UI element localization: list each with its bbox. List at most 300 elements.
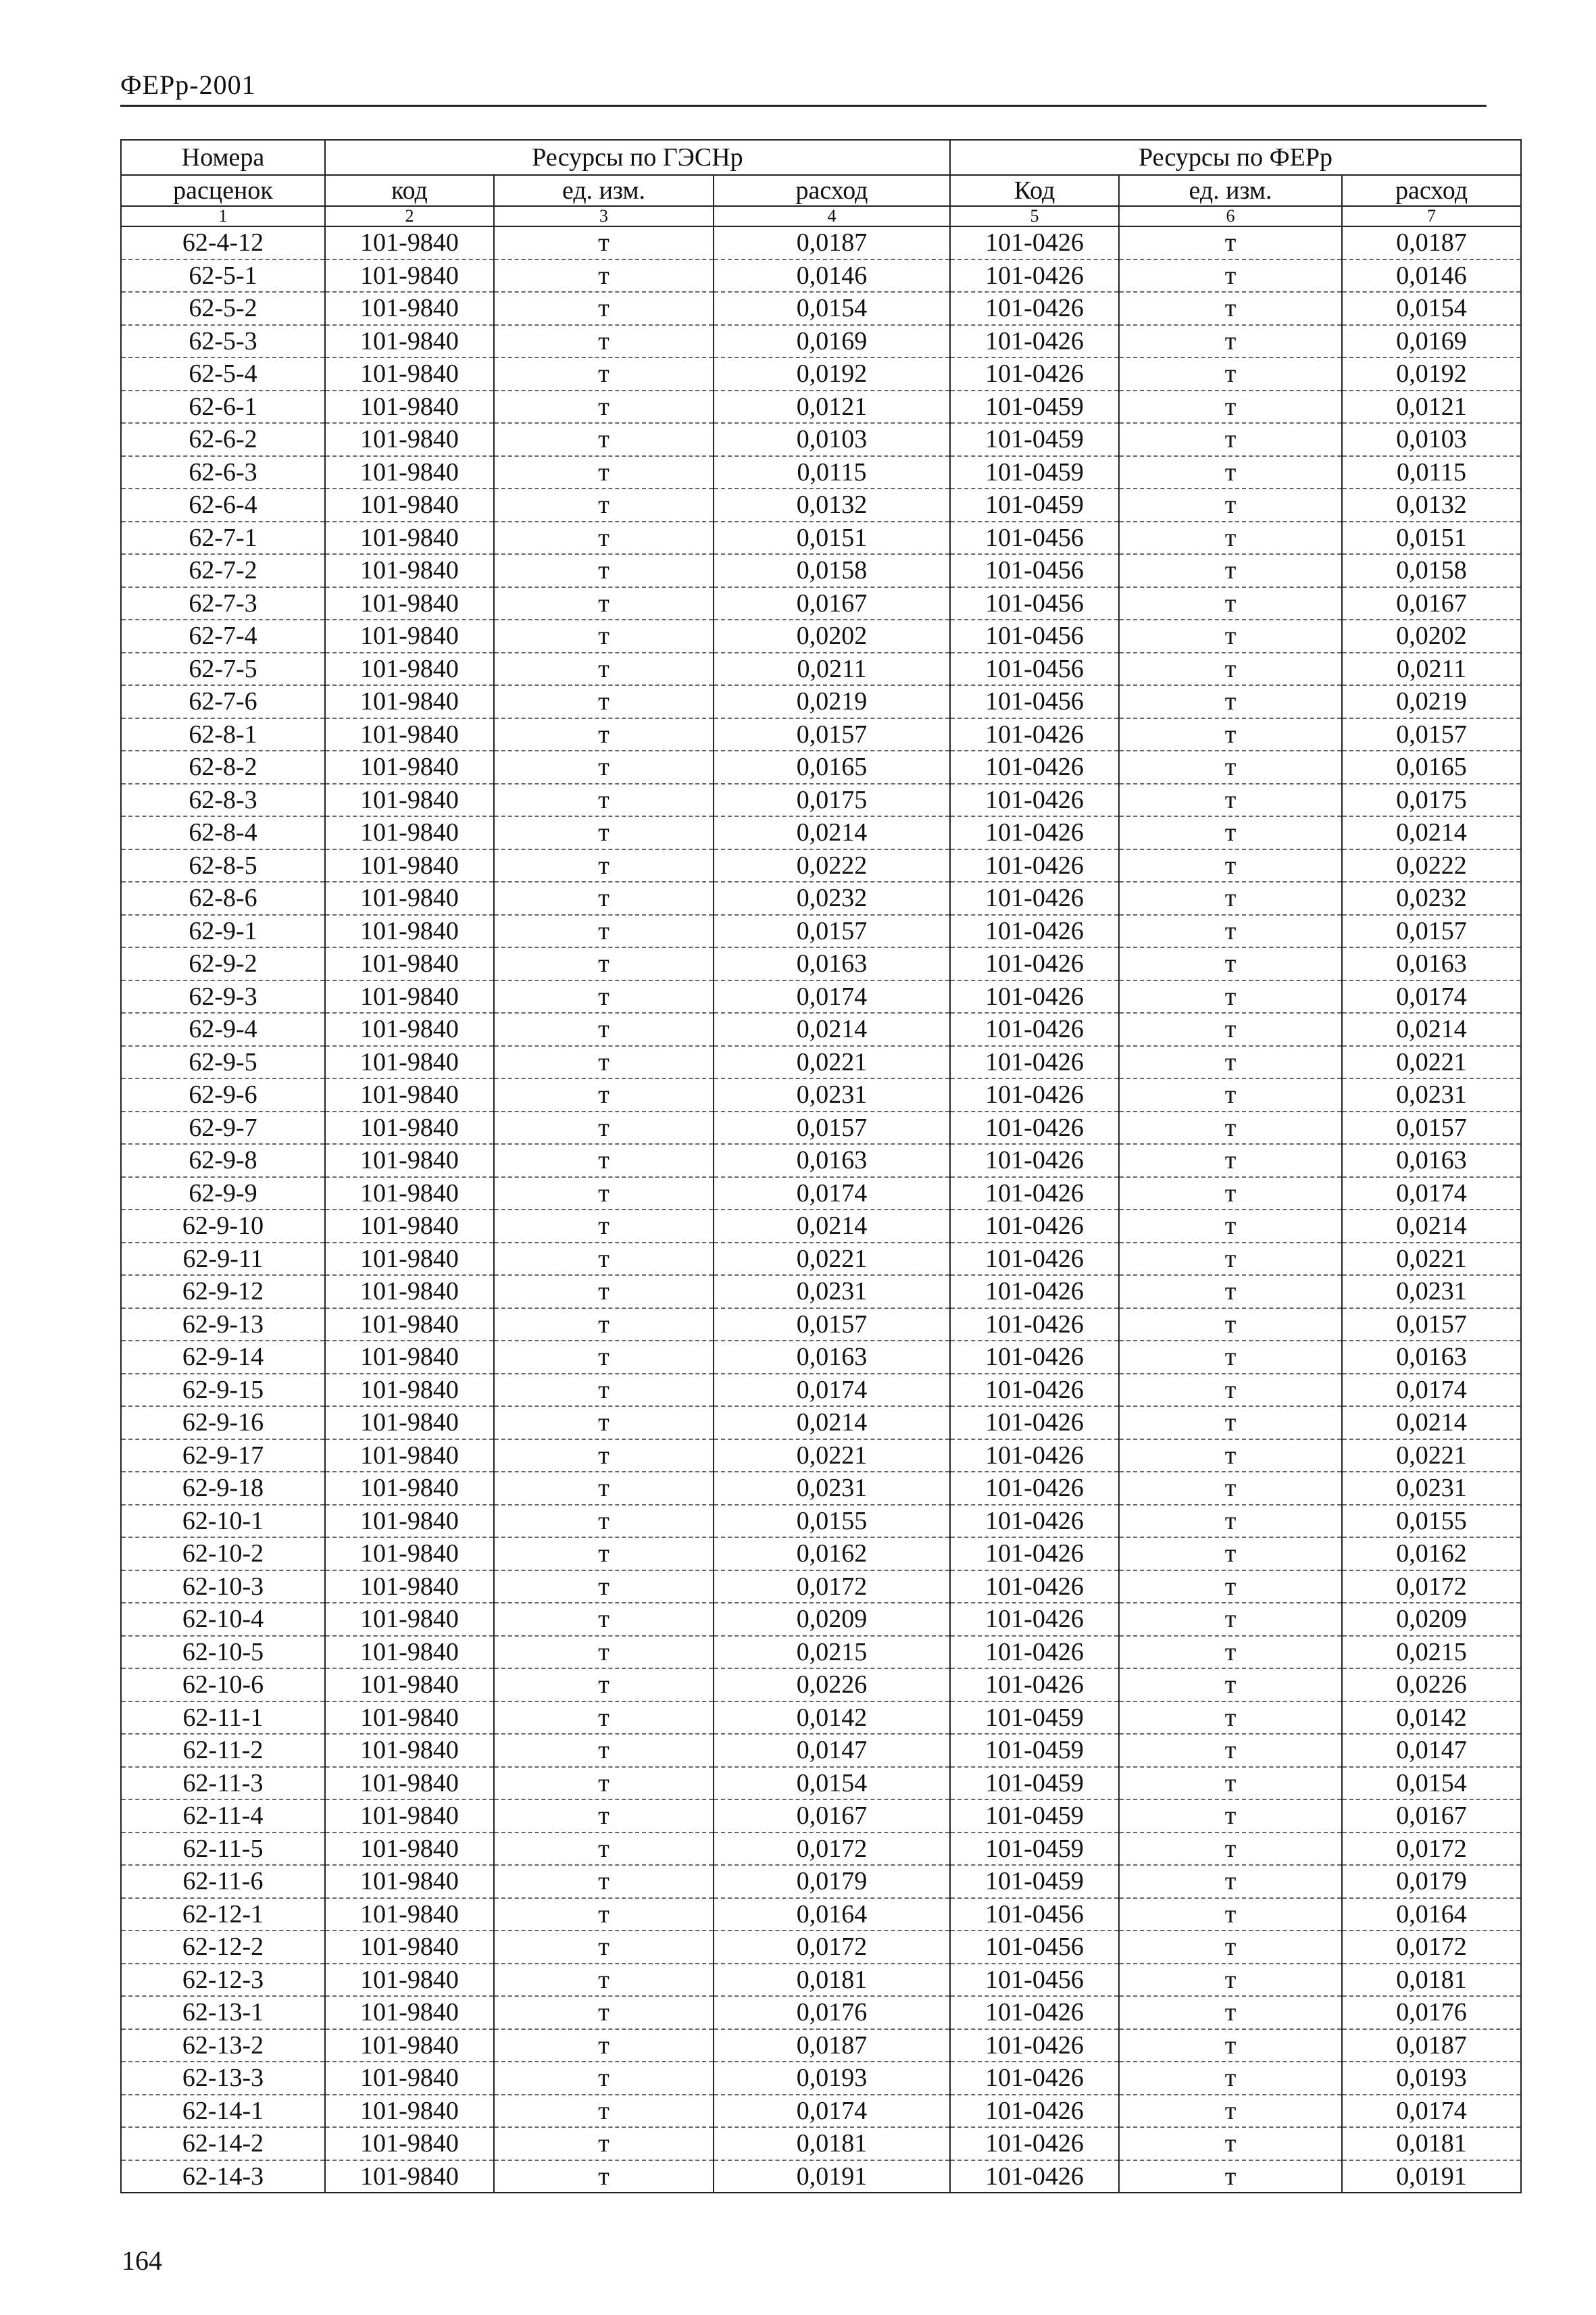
gesn-code-cell: 101-9840: [325, 2029, 494, 2062]
fer-unit-cell: т: [1119, 1341, 1342, 1374]
fer-unit-cell: т: [1119, 915, 1342, 948]
gesn-consumption-cell: 0,0157: [714, 718, 950, 751]
gesn-unit-cell: т: [494, 1341, 714, 1374]
gesn-code-cell: 101-9840: [325, 1472, 494, 1505]
fer-consumption-cell: 0,0146: [1342, 259, 1521, 293]
gesn-code-cell: 101-9840: [325, 1898, 494, 1931]
fer-unit-cell: т: [1119, 1996, 1342, 2029]
gesn-code-cell: 101-9840: [325, 1013, 494, 1046]
fer-unit-cell: т: [1119, 1210, 1342, 1243]
fer-consumption-cell: 0,0193: [1342, 2062, 1521, 2095]
fer-consumption-cell: 0,0176: [1342, 1996, 1521, 2029]
fer-unit-cell: т: [1119, 1078, 1342, 1112]
gesn-consumption-cell: 0,0163: [714, 947, 950, 980]
fer-unit-cell: т: [1119, 423, 1342, 456]
fer-consumption-cell: 0,0231: [1342, 1275, 1521, 1308]
gesn-code-cell: 101-9840: [325, 1931, 494, 1964]
fer-consumption-cell: 0,0165: [1342, 751, 1521, 784]
fer-unit-cell: т: [1119, 1144, 1342, 1177]
gesn-unit-cell: т: [494, 423, 714, 456]
gesn-unit-cell: т: [494, 1308, 714, 1341]
gesn-unit-cell: т: [494, 1472, 714, 1505]
rate-number-cell: 62-11-6: [121, 1865, 325, 1898]
gesn-code-cell: 101-9840: [325, 587, 494, 620]
gesn-code-cell: 101-9840: [325, 259, 494, 293]
fer-code-cell: 101-0459: [950, 1701, 1119, 1735]
table-row: [121, 1636, 1521, 1669]
fer-unit-cell: т: [1119, 1112, 1342, 1145]
gesn-code-cell: 101-9840: [325, 1734, 494, 1767]
gesn-consumption-cell: 0,0172: [714, 1931, 950, 1964]
fer-unit-cell: т: [1119, 1833, 1342, 1866]
fer-unit-cell: т: [1119, 2127, 1342, 2160]
fer-consumption-cell: 0,0169: [1342, 325, 1521, 358]
gesn-unit-cell: т: [494, 718, 714, 751]
fer-unit-cell: т: [1119, 980, 1342, 1014]
fer-unit-cell: т: [1119, 1374, 1342, 1407]
gesn-code-cell: 101-9840: [325, 1537, 494, 1570]
table-row: [121, 947, 1521, 980]
fer-unit-cell: т: [1119, 1767, 1342, 1800]
gesn-consumption-cell: 0,0121: [714, 391, 950, 424]
table-row: [121, 2160, 1521, 2193]
fer-unit-cell: т: [1119, 1537, 1342, 1570]
gesn-consumption-cell: 0,0181: [714, 1964, 950, 1997]
gesn-code-cell: 101-9840: [325, 718, 494, 751]
gesn-code-cell: 101-9840: [325, 849, 494, 882]
gesn-code-cell: 101-9840: [325, 2127, 494, 2160]
rate-number-cell: 62-9-10: [121, 1210, 325, 1243]
table-row: [121, 620, 1521, 653]
gesn-consumption-cell: 0,0174: [714, 980, 950, 1014]
gesn-consumption-cell: 0,0154: [714, 1767, 950, 1800]
rate-number-cell: 62-9-11: [121, 1243, 325, 1276]
fer-consumption-cell: 0,0221: [1342, 1046, 1521, 1079]
gesn-unit-cell: т: [494, 1833, 714, 1866]
gesn-unit-cell: т: [494, 226, 714, 259]
fer-consumption-cell: 0,0162: [1342, 1537, 1521, 1570]
gesn-code-cell: 101-9840: [325, 2095, 494, 2128]
fer-unit-cell: т: [1119, 685, 1342, 718]
gesn-consumption-cell: 0,0187: [714, 226, 950, 259]
gesn-unit-cell: т: [494, 1275, 714, 1308]
gesn-unit-cell: т: [494, 980, 714, 1014]
fer-consumption-cell: 0,0158: [1342, 554, 1521, 587]
fer-code-cell: 101-0456: [950, 587, 1119, 620]
fer-code-cell: 101-0426: [950, 1603, 1119, 1636]
table-row: [121, 1374, 1521, 1407]
header-cell-gesn-code: код: [325, 175, 494, 206]
gesn-code-cell: 101-9840: [325, 1275, 494, 1308]
gesn-consumption-cell: 0,0154: [714, 292, 950, 325]
gesn-code-cell: 101-9840: [325, 325, 494, 358]
gesn-unit-cell: т: [494, 653, 714, 686]
gesn-code-cell: 101-9840: [325, 915, 494, 948]
table-row: [121, 784, 1521, 817]
gesn-consumption-cell: 0,0151: [714, 522, 950, 555]
fer-code-cell: 101-0459: [950, 423, 1119, 456]
table-row: [121, 1013, 1521, 1046]
gesn-unit-cell: т: [494, 947, 714, 980]
table-row: [121, 1505, 1521, 1538]
fer-code-cell: 101-0459: [950, 489, 1119, 522]
gesn-unit-cell: т: [494, 1046, 714, 1079]
fer-unit-cell: т: [1119, 1931, 1342, 1964]
fer-code-cell: 101-0426: [950, 1341, 1119, 1374]
fer-consumption-cell: 0,0155: [1342, 1505, 1521, 1538]
table-row: [121, 522, 1521, 555]
gesn-unit-cell: т: [494, 1931, 714, 1964]
gesn-code-cell: 101-9840: [325, 522, 494, 555]
gesn-code-cell: 101-9840: [325, 1439, 494, 1472]
rate-number-cell: 62-9-13: [121, 1308, 325, 1341]
fer-code-cell: 101-0426: [950, 325, 1119, 358]
gesn-unit-cell: т: [494, 849, 714, 882]
fer-code-cell: 101-0426: [950, 2095, 1119, 2128]
header-cell-fer-code: Код: [950, 175, 1119, 206]
rate-number-cell: 62-10-1: [121, 1505, 325, 1538]
table-row: [121, 1833, 1521, 1866]
fer-consumption-cell: 0,0172: [1342, 1833, 1521, 1866]
table-row: [121, 718, 1521, 751]
rate-number-cell: 62-10-2: [121, 1537, 325, 1570]
fer-unit-cell: т: [1119, 2160, 1342, 2193]
gesn-consumption-cell: 0,0142: [714, 1701, 950, 1735]
running-header: ФЕРр-2001: [120, 70, 256, 100]
gesn-unit-cell: т: [494, 816, 714, 849]
gesn-consumption-cell: 0,0187: [714, 2029, 950, 2062]
fer-code-cell: 101-0426: [950, 1112, 1119, 1145]
fer-unit-cell: т: [1119, 653, 1342, 686]
fer-consumption-cell: 0,0187: [1342, 2029, 1521, 2062]
gesn-unit-cell: т: [494, 620, 714, 653]
fer-unit-cell: т: [1119, 849, 1342, 882]
table-row: [121, 1439, 1521, 1472]
rate-number-cell: 62-10-4: [121, 1603, 325, 1636]
column-number: 3: [494, 206, 714, 226]
fer-code-cell: 101-0459: [950, 456, 1119, 489]
table-row: [121, 751, 1521, 784]
fer-code-cell: 101-0459: [950, 1865, 1119, 1898]
fer-consumption-cell: 0,0231: [1342, 1472, 1521, 1505]
fer-unit-cell: т: [1119, 522, 1342, 555]
fer-code-cell: 101-0456: [950, 653, 1119, 686]
gesn-consumption-cell: 0,0231: [714, 1275, 950, 1308]
rate-number-cell: 62-5-2: [121, 292, 325, 325]
fer-code-cell: 101-0456: [950, 620, 1119, 653]
fer-unit-cell: т: [1119, 1570, 1342, 1603]
table-row: [121, 1275, 1521, 1308]
gesn-consumption-cell: 0,0172: [714, 1570, 950, 1603]
gesn-unit-cell: т: [494, 1112, 714, 1145]
gesn-consumption-cell: 0,0158: [714, 554, 950, 587]
rate-number-cell: 62-13-1: [121, 1996, 325, 2029]
fer-code-cell: 101-0426: [950, 1013, 1119, 1046]
gesn-unit-cell: т: [494, 2160, 714, 2193]
rate-number-cell: 62-8-1: [121, 718, 325, 751]
table-row: [121, 1964, 1521, 1997]
table-row: [121, 1537, 1521, 1570]
gesn-consumption-cell: 0,0221: [714, 1046, 950, 1079]
table-row: [121, 1112, 1521, 1145]
rate-number-cell: 62-10-5: [121, 1636, 325, 1669]
fer-consumption-cell: 0,0232: [1342, 882, 1521, 915]
gesn-code-cell: 101-9840: [325, 816, 494, 849]
fer-unit-cell: т: [1119, 1505, 1342, 1538]
rate-number-cell: 62-14-1: [121, 2095, 325, 2128]
table-row: [121, 1799, 1521, 1833]
fer-unit-cell: т: [1119, 489, 1342, 522]
header-cell-numbers: Номера: [121, 140, 325, 175]
gesn-consumption-cell: 0,0202: [714, 620, 950, 653]
fer-consumption-cell: 0,0215: [1342, 1636, 1521, 1669]
rate-number-cell: 62-11-3: [121, 1767, 325, 1800]
fer-unit-cell: т: [1119, 882, 1342, 915]
gesn-consumption-cell: 0,0172: [714, 1833, 950, 1866]
rate-number-cell: 62-9-1: [121, 915, 325, 948]
table-row: [121, 1144, 1521, 1177]
rate-number-cell: 62-10-3: [121, 1570, 325, 1603]
gesn-unit-cell: т: [494, 391, 714, 424]
rate-number-cell: 62-7-4: [121, 620, 325, 653]
table-row: [121, 1996, 1521, 2029]
fer-code-cell: 101-0459: [950, 1799, 1119, 1833]
rate-number-cell: 62-9-12: [121, 1275, 325, 1308]
gesn-consumption-cell: 0,0132: [714, 489, 950, 522]
fer-consumption-cell: 0,0221: [1342, 1439, 1521, 1472]
fer-code-cell: 101-0426: [950, 226, 1119, 259]
table-body: [121, 226, 1521, 2193]
table-row: [121, 849, 1521, 882]
fer-code-cell: 101-0459: [950, 391, 1119, 424]
gesn-unit-cell: т: [494, 1144, 714, 1177]
gesn-consumption-cell: 0,0191: [714, 2160, 950, 2193]
fer-unit-cell: т: [1119, 1243, 1342, 1276]
rate-number-cell: 62-8-6: [121, 882, 325, 915]
fer-consumption-cell: 0,0174: [1342, 1177, 1521, 1210]
table-row: [121, 980, 1521, 1014]
fer-unit-cell: т: [1119, 1734, 1342, 1767]
fer-consumption-cell: 0,0132: [1342, 489, 1521, 522]
table-row: [121, 1472, 1521, 1505]
gesn-code-cell: 101-9840: [325, 1767, 494, 1800]
gesn-code-cell: 101-9840: [325, 2160, 494, 2193]
fer-unit-cell: т: [1119, 1046, 1342, 1079]
gesn-consumption-cell: 0,0163: [714, 1341, 950, 1374]
fer-unit-cell: т: [1119, 1964, 1342, 1997]
rate-number-cell: 62-6-3: [121, 456, 325, 489]
gesn-unit-cell: т: [494, 587, 714, 620]
fer-consumption-cell: 0,0167: [1342, 1799, 1521, 1833]
table-row: [121, 1734, 1521, 1767]
table-row: [121, 357, 1521, 391]
gesn-consumption-cell: 0,0221: [714, 1243, 950, 1276]
gesn-code-cell: 101-9840: [325, 1636, 494, 1669]
fer-code-cell: 101-0426: [950, 1668, 1119, 1701]
fer-consumption-cell: 0,0214: [1342, 1013, 1521, 1046]
table-row: [121, 226, 1521, 259]
gesn-unit-cell: т: [494, 1668, 714, 1701]
rate-number-cell: 62-8-2: [121, 751, 325, 784]
gesn-unit-cell: т: [494, 784, 714, 817]
table-row: [121, 489, 1521, 522]
rate-number-cell: 62-9-8: [121, 1144, 325, 1177]
fer-code-cell: 101-0426: [950, 1275, 1119, 1308]
rate-number-cell: 62-9-9: [121, 1177, 325, 1210]
fer-consumption-cell: 0,0219: [1342, 685, 1521, 718]
fer-unit-cell: т: [1119, 1898, 1342, 1931]
page-number: 164: [122, 2245, 162, 2276]
fer-consumption-cell: 0,0115: [1342, 456, 1521, 489]
fer-code-cell: 101-0459: [950, 1734, 1119, 1767]
gesn-code-cell: 101-9840: [325, 357, 494, 391]
gesn-code-cell: 101-9840: [325, 423, 494, 456]
gesn-consumption-cell: 0,0215: [714, 1636, 950, 1669]
fer-unit-cell: т: [1119, 1406, 1342, 1439]
gesn-unit-cell: т: [494, 2062, 714, 2095]
gesn-consumption-cell: 0,0174: [714, 1177, 950, 1210]
fer-consumption-cell: 0,0221: [1342, 1243, 1521, 1276]
gesn-unit-cell: т: [494, 882, 714, 915]
gesn-unit-cell: т: [494, 1406, 714, 1439]
gesn-unit-cell: т: [494, 1898, 714, 1931]
table-row: [121, 1243, 1521, 1276]
fer-consumption-cell: 0,0142: [1342, 1701, 1521, 1735]
gesn-consumption-cell: 0,0214: [714, 1210, 950, 1243]
gesn-unit-cell: т: [494, 1603, 714, 1636]
fer-code-cell: 101-0426: [950, 1439, 1119, 1472]
fer-consumption-cell: 0,0157: [1342, 718, 1521, 751]
gesn-unit-cell: т: [494, 1505, 714, 1538]
fer-consumption-cell: 0,0154: [1342, 1767, 1521, 1800]
fer-unit-cell: т: [1119, 456, 1342, 489]
resources-table: [120, 139, 1522, 2193]
gesn-unit-cell: т: [494, 1374, 714, 1407]
gesn-consumption-cell: 0,0165: [714, 751, 950, 784]
fer-code-cell: 101-0426: [950, 357, 1119, 391]
fer-unit-cell: т: [1119, 2029, 1342, 2062]
fer-code-cell: 101-0456: [950, 522, 1119, 555]
fer-consumption-cell: 0,0191: [1342, 2160, 1521, 2193]
gesn-code-cell: 101-9840: [325, 554, 494, 587]
fer-consumption-cell: 0,0157: [1342, 1112, 1521, 1145]
fer-consumption-cell: 0,0175: [1342, 784, 1521, 817]
gesn-code-cell: 101-9840: [325, 2062, 494, 2095]
fer-code-cell: 101-0426: [950, 1046, 1119, 1079]
fer-code-cell: 101-0456: [950, 554, 1119, 587]
gesn-consumption-cell: 0,0174: [714, 2095, 950, 2128]
gesn-consumption-cell: 0,0103: [714, 423, 950, 456]
gesn-unit-cell: т: [494, 1767, 714, 1800]
table-row: [121, 1701, 1521, 1735]
gesn-consumption-cell: 0,0231: [714, 1078, 950, 1112]
gesn-consumption-cell: 0,0174: [714, 1374, 950, 1407]
rate-number-cell: 62-9-14: [121, 1341, 325, 1374]
fer-unit-cell: т: [1119, 587, 1342, 620]
table-row: [121, 915, 1521, 948]
gesn-unit-cell: т: [494, 292, 714, 325]
fer-unit-cell: т: [1119, 1636, 1342, 1669]
fer-unit-cell: т: [1119, 1177, 1342, 1210]
fer-code-cell: 101-0426: [950, 1144, 1119, 1177]
fer-unit-cell: т: [1119, 1308, 1342, 1341]
fer-code-cell: 101-0456: [950, 685, 1119, 718]
fer-consumption-cell: 0,0147: [1342, 1734, 1521, 1767]
fer-consumption-cell: 0,0187: [1342, 226, 1521, 259]
gesn-unit-cell: т: [494, 1537, 714, 1570]
fer-consumption-cell: 0,0211: [1342, 653, 1521, 686]
table-row: [121, 391, 1521, 424]
table-row: [121, 1668, 1521, 1701]
fer-code-cell: 101-0426: [950, 947, 1119, 980]
gesn-consumption-cell: 0,0231: [714, 1472, 950, 1505]
gesn-code-cell: 101-9840: [325, 947, 494, 980]
rate-number-cell: 62-9-17: [121, 1439, 325, 1472]
gesn-unit-cell: т: [494, 1243, 714, 1276]
gesn-unit-cell: т: [494, 1439, 714, 1472]
fer-consumption-cell: 0,0231: [1342, 1078, 1521, 1112]
header-row-columns: [121, 175, 1521, 206]
fer-consumption-cell: 0,0163: [1342, 1341, 1521, 1374]
gesn-code-cell: 101-9840: [325, 489, 494, 522]
fer-consumption-cell: 0,0214: [1342, 1406, 1521, 1439]
fer-consumption-cell: 0,0174: [1342, 980, 1521, 1014]
fer-code-cell: 101-0426: [950, 1177, 1119, 1210]
rate-number-cell: 62-9-5: [121, 1046, 325, 1079]
rate-number-cell: 62-13-2: [121, 2029, 325, 2062]
gesn-code-cell: 101-9840: [325, 1505, 494, 1538]
fer-unit-cell: т: [1119, 1865, 1342, 1898]
fer-unit-cell: т: [1119, 292, 1342, 325]
gesn-unit-cell: т: [494, 1996, 714, 2029]
header-rule: [120, 105, 1487, 107]
rate-number-cell: 62-13-3: [121, 2062, 325, 2095]
gesn-code-cell: 101-9840: [325, 1701, 494, 1735]
fer-unit-cell: т: [1119, 554, 1342, 587]
table-row: [121, 1865, 1521, 1898]
table-row: [121, 685, 1521, 718]
rate-number-cell: 62-7-5: [121, 653, 325, 686]
fer-code-cell: 101-0426: [950, 1243, 1119, 1276]
rate-number-cell: 62-8-3: [121, 784, 325, 817]
fer-consumption-cell: 0,0209: [1342, 1603, 1521, 1636]
rate-number-cell: 62-9-18: [121, 1472, 325, 1505]
gesn-code-cell: 101-9840: [325, 292, 494, 325]
header-group-gesn: Ресурсы по ГЭСНр: [325, 140, 950, 175]
gesn-unit-cell: т: [494, 259, 714, 293]
gesn-consumption-cell: 0,0155: [714, 1505, 950, 1538]
gesn-consumption-cell: 0,0214: [714, 1013, 950, 1046]
header-cell-rates: расценок: [121, 175, 325, 206]
rate-number-cell: 62-8-4: [121, 816, 325, 849]
rate-number-cell: 62-5-4: [121, 357, 325, 391]
gesn-consumption-cell: 0,0214: [714, 816, 950, 849]
gesn-consumption-cell: 0,0219: [714, 685, 950, 718]
gesn-code-cell: 101-9840: [325, 1570, 494, 1603]
fer-code-cell: 101-0426: [950, 849, 1119, 882]
fer-code-cell: 101-0426: [950, 2029, 1119, 2062]
fer-consumption-cell: 0,0103: [1342, 423, 1521, 456]
fer-unit-cell: т: [1119, 226, 1342, 259]
table-row: [121, 1570, 1521, 1603]
gesn-consumption-cell: 0,0157: [714, 1308, 950, 1341]
fer-code-cell: 101-0426: [950, 1472, 1119, 1505]
gesn-unit-cell: т: [494, 1570, 714, 1603]
gesn-consumption-cell: 0,0147: [714, 1734, 950, 1767]
gesn-code-cell: 101-9840: [325, 1799, 494, 1833]
column-number: 6: [1119, 206, 1342, 226]
fer-code-cell: 101-0426: [950, 1570, 1119, 1603]
